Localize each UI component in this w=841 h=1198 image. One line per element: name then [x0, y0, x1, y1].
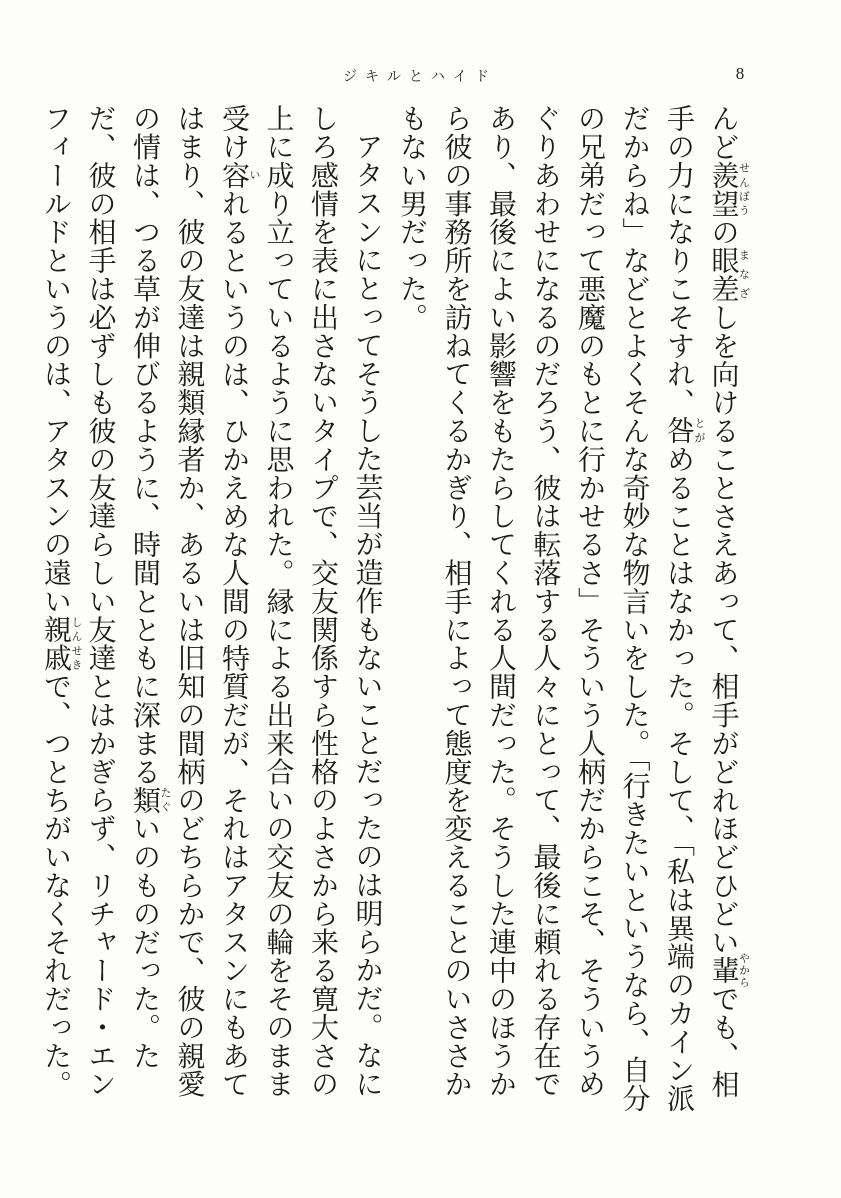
ruby-manazashi: 眼差まなざ	[707, 246, 751, 303]
vertical-body-text	[40, 104, 751, 1124]
ruby-shinseki: 親戚しんせき	[40, 615, 83, 673]
text-run: の	[707, 217, 741, 247]
paragraph	[34, 104, 390, 1124]
paragraph-continued	[390, 104, 751, 1124]
text-run: れるというのは、ひかえめな人間の特質だが、それはアタスンにもあてはまり、彼の友達は親類縁者か、あるいは旧知の間柄のどちらかで、彼の親愛の情は、つる草が伸びるように、時間とともに深まる	[129, 104, 251, 1099]
ruby-toga: 咎とが	[663, 416, 706, 445]
text-run: んど	[707, 104, 741, 161]
text-run: いのものだった。ただ、彼の相手は必ずしも彼の友達らしい友達とはかぎらず、リチャード・エンフィールドというのは、アタスンの遠い	[40, 104, 162, 1098]
text-run: アタスンにとってそうした芸当が造作もないことだったのは明らかだ。なにしろ感情を表に出さないタイプで、交友関係すら性格のよさから来る寛大さの上に成り立っているように思われた。縁による出来合いの交友の輪をそのまま受け	[218, 104, 385, 1098]
ruby-tagui: 類たぐ	[129, 785, 172, 815]
text-run: しを向けることさえあって、相手がどれほどひどい	[707, 302, 741, 957]
ruby-senbou: 羨望せんぼう	[707, 160, 751, 218]
text-run: でも、相手の力になりこそすれ、	[663, 104, 741, 1099]
ruby-yakara: 輩やから	[707, 952, 751, 989]
text-run: めることはなかった。そして、「私は異端のカイン派だからね」などとよくそんな奇妙な物言いをした。「行きたいというなら、自分の兄弟だって悪魔のもとに行かせるさ」そういう人柄だからこそ、そういうめぐりあわせになるのだろう、彼は転落する人々にとって、最後に頼れる存在であり、最後によい影響をもたらしてくれる人間だった。そうした連中のほうから彼の事務所を訪ねてくるかぎり、相手によって態度を変えることのいささかもない男だった。	[396, 104, 696, 1113]
page-number: 8	[735, 64, 745, 83]
text-run: で、つとちがいなくそれだった。	[40, 672, 73, 1099]
running-header-title: ジキルとハイド	[343, 69, 497, 85]
ruby-i: 容い	[218, 160, 261, 190]
